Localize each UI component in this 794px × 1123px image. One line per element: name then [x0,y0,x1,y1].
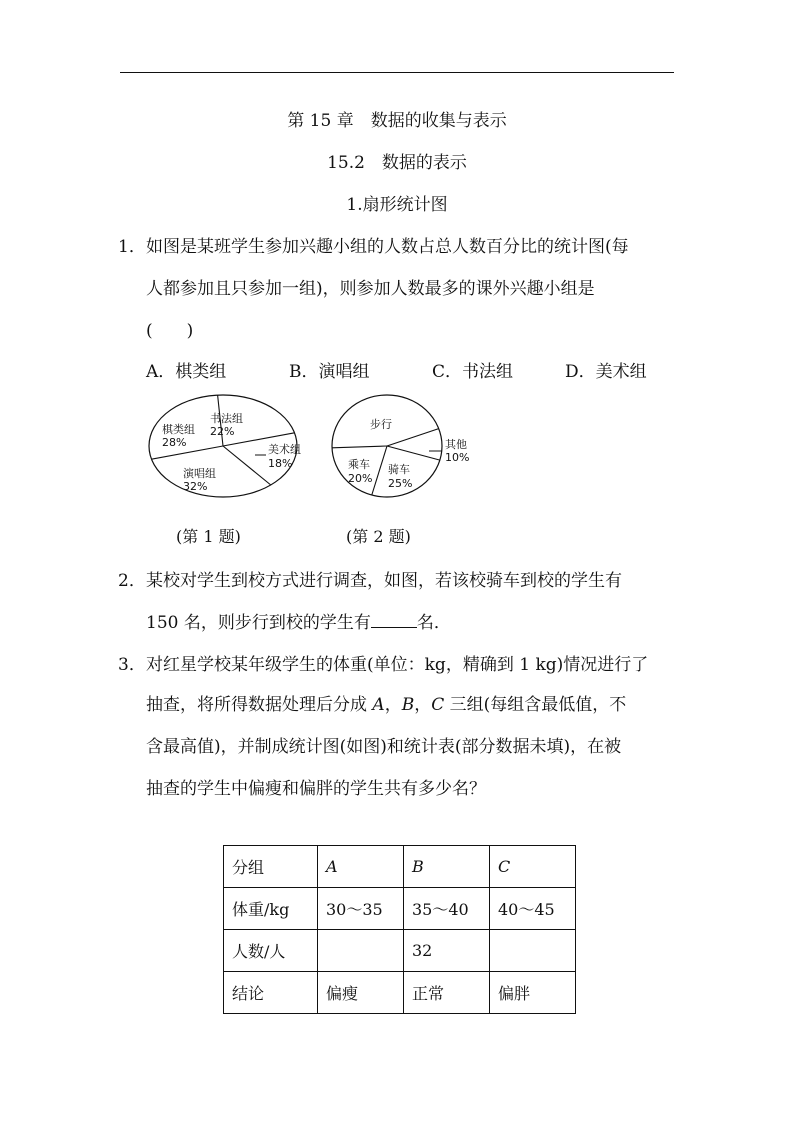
q2-answer-blank[interactable] [371,611,417,628]
pie1-label-singing: 演唱组 [183,467,216,480]
table-row [224,846,576,888]
pie-chart-q2 [325,393,505,509]
table-cell: 35～40 [404,888,490,930]
q2-line2-end: 名． [416,613,451,633]
table-cell: A [318,846,404,888]
table-cell [318,930,404,972]
q3-line4: 抽查的学生中偏瘦和偏胖的学生共有多少名？ [146,779,486,799]
table-cell: 偏胖 [490,972,576,1014]
pie1-label-calligraphy: 书法组 [210,412,243,425]
q1-line1: 如图是某班学生参加兴趣小组的人数占总人数百分比的统计图(每 [146,237,629,257]
q3-line2-start: 抽查，将所得数据处理后分成 [146,695,373,715]
section-title: 15.2 数据的表示 [327,153,467,173]
q3-line3: 含最高值)，并制成统计图(如图)和统计表(部分数据未填)，在被 [146,737,622,757]
figure1-caption: (第 1 题) [176,527,241,546]
table-cell: 人数/人 [224,930,318,972]
pie-slice-divider [372,446,387,495]
pie2-label-walk: 步行 [370,418,392,431]
q3-sep2: ， [414,695,432,715]
figure2-caption: (第 2 题) [346,527,411,546]
pie2-value-bike: 25% [388,477,413,490]
header-rule [120,72,674,73]
pie-chart-q1 [140,393,320,509]
q1-answer-paren: ( ) [146,321,194,341]
q3-sep1: ， [384,695,402,715]
pie-slice-divider [223,446,271,485]
q3-line2-end: 三组(每组含最低值，不 [444,695,627,715]
table-row [224,888,576,930]
q2-line2-start: 150 名，则步行到校的学生有 [146,613,371,633]
q1-option-b: B．演唱组 [289,362,370,382]
table-cell: 分组 [224,846,318,888]
pie1-value-calligraphy: 22% [210,425,235,438]
pie1-label-art: 美术组 [268,443,301,456]
table-cell: B [404,846,490,888]
q1-number: 1． [118,237,146,257]
q3-line1: 对红星学校某年级学生的体重(单位：kg，精确到 1 kg)情况进行了 [146,655,649,675]
pie1-value-singing: 32% [183,480,208,493]
table-cell: 30～35 [318,888,404,930]
table-cell: 32 [404,930,490,972]
pie2-label-bike: 骑车 [388,463,410,476]
q1-option-a: A．棋类组 [146,362,227,382]
pie-slice-divider [387,429,439,446]
q2-line2 [146,608,451,633]
table-cell: 偏瘦 [318,972,404,1014]
table-cell: 正常 [404,972,490,1014]
q3-group-a: A [372,695,385,715]
chapter-title: 第 15 章 数据的收集与表示 [287,111,507,131]
pie2-label-other: 其他 [445,438,467,451]
pie2-label-bus: 乘车 [348,458,370,471]
table-cell: 体重/kg [224,888,318,930]
pie-slice-divider [332,446,387,448]
table-row [224,930,576,972]
pie1-label-chess: 棋类组 [162,423,195,436]
q3-group-b: B [401,695,415,715]
q1-option-c: C．书法组 [432,362,514,382]
q2-line1: 某校对学生到校方式进行调查，如图，若该校骑车到校的学生有 [146,571,622,591]
q1-option-d: D．美术组 [565,362,647,382]
table-cell [490,930,576,972]
table-cell: 40～45 [490,888,576,930]
q2-number: 2． [118,571,146,591]
weight-table [223,845,576,1014]
table-cell: 结论 [224,972,318,1014]
subsection-title: 1.扇形统计图 [346,195,448,215]
table-cell: C [490,846,576,888]
q1-line2: 人都参加且只参加一组)，则参加人数最多的课外兴趣小组是 [146,279,595,299]
q3-line2 [146,690,626,715]
pie-slice-divider [387,446,440,460]
pie2-value-bus: 20% [348,472,373,485]
table-row [224,972,576,1014]
pie1-value-chess: 28% [162,436,187,449]
q3-group-c: C [431,695,445,715]
pie1-value-art: 18% [268,457,293,470]
pie2-value-other: 10% [445,451,470,464]
q3-number: 3． [118,655,146,675]
